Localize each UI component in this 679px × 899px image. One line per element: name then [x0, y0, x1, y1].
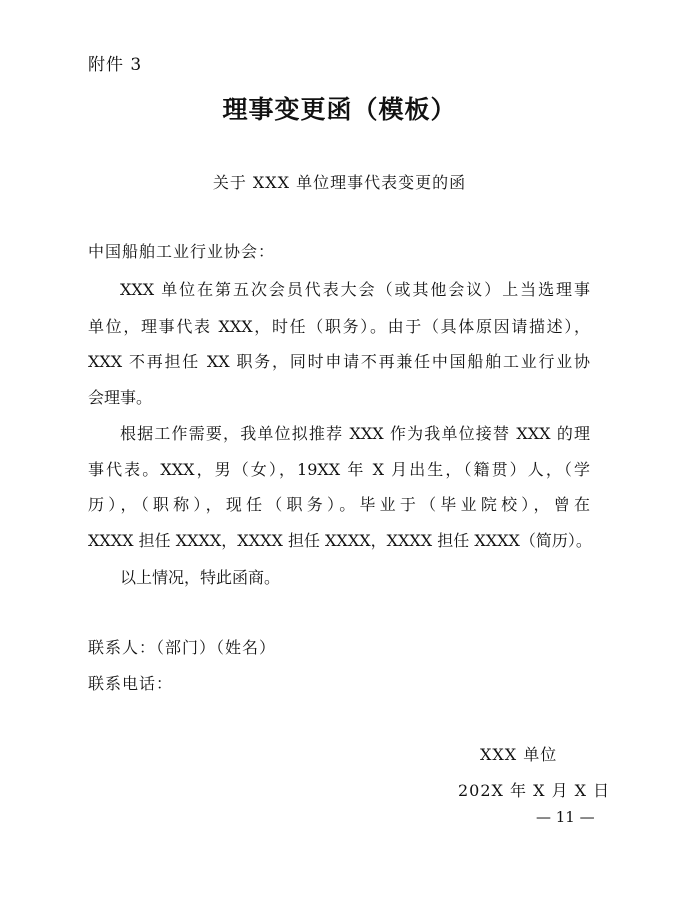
paragraph-2-line-3: 历），（职称），现任（职务）。毕业于（毕业院校），曾在	[88, 495, 590, 514]
signature-date: 202X 年 X 月 X 日	[458, 781, 611, 800]
paragraph-1-line-4: 会理事。	[88, 388, 153, 407]
contact-person: 联系人：（部门）（姓名）	[88, 638, 277, 657]
paragraph-2-line-1: 根据工作需要，我单位拟推荐 XXX 作为我单位接替 XXX 的理	[120, 424, 590, 443]
document-subtitle: 关于 XXX 单位理事代表变更的函	[212, 173, 467, 192]
paragraph-2-line-4: XXXX 担任 XXXX，XXXX 担任 XXXX，XXXX 担任 XXXX（简历）。	[88, 531, 592, 550]
paragraph-1-line-1: XXX 单位在第五次会员代表大会（或其他会议）上当选理事	[120, 280, 590, 299]
paragraph-1-line-3: XXX 不再担任 XX 职务，同时申请不再兼任中国船舶工业行业协	[88, 352, 590, 371]
paragraph-2-line-2: 事代表。XXX，男（女），19XX 年 X 月出生，（籍贯）人，（学	[88, 460, 590, 479]
document-title: 理事变更函（模板）	[222, 95, 457, 124]
attachment-label: 附件 3	[88, 55, 143, 75]
contact-phone: 联系电话：	[88, 674, 174, 693]
salutation: 中国船舶工业行业协会：	[88, 242, 276, 261]
paragraph-1-line-2: 单位，理事代表 XXX，时任（职务）。由于（具体原因请描述），	[88, 317, 590, 336]
closing-line: 以上情况，特此函商。	[120, 568, 281, 587]
page-number: — 11 —	[536, 808, 595, 826]
signature-unit: XXX 单位	[480, 745, 558, 764]
